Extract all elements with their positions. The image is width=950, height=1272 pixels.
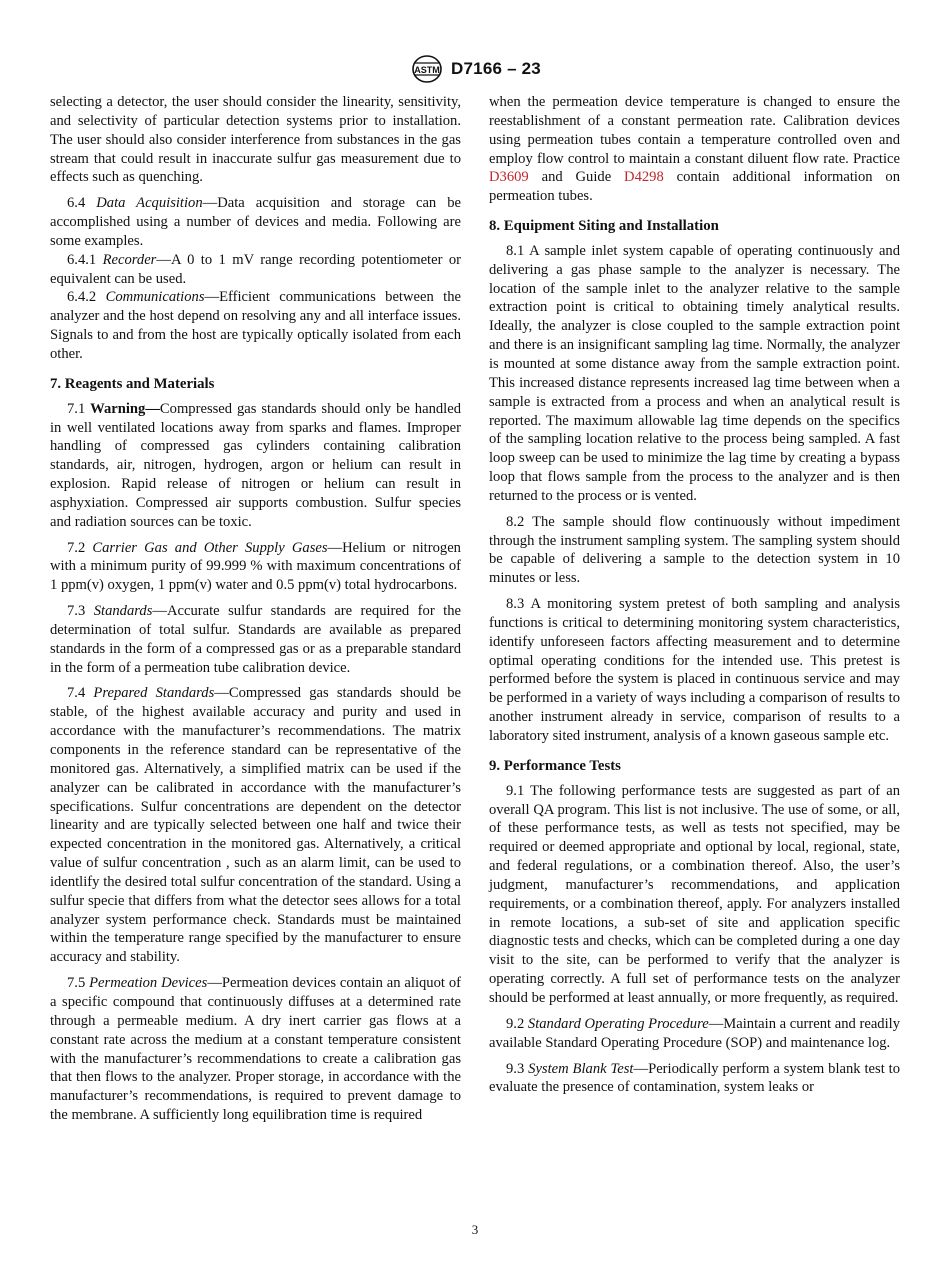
- section-heading-9: 9. Performance Tests: [489, 757, 621, 774]
- section-7-4: 7.4 Prepared Standards—Compressed gas standards should be stable, of the highest available accuracy and purity and used in accordance with the manufacturer’s recommendations. The matrix components in the reference standard can be representative of the monitored gas. Alternatively, a simplified matrix can be used if the analyzer can be calibrated in accordance with the manufacturer’s specifications. Sulfur concentrations are dependent on the detector linearity and are typically selected between one half and twice their expected concentration in the monitored gas. Alternatively, a critical value of sulfur concentration , such as an alarm limit, can be used to identlify the desired total sulfur concentration of the standard. Using a sulfur specie that differs from what the detector sees allows for a total analyzer system performance check. Standards must be maintained within the temperature range specified by the manufacturer to ensure accuracy and stability.: [50, 685, 461, 966]
- link-d3609[interactable]: D3609: [489, 169, 529, 186]
- section-6-4-1: 6.4.1 Recorder—A 0 to 1 mV range recording potentiometer or equivalent can be used.: [50, 251, 461, 287]
- section-heading-7: 7. Reagents and Materials: [50, 375, 215, 392]
- document-id: D7166 – 23: [451, 59, 541, 78]
- paragraph-continuation: selecting a detector, the user should consider the linearity, sensitivity, and selectivity of particular detection systems prior to installation. The user should also consider interference from substances in the gas stream that could result in inaccurate sulfur gas measurement due to effects such as quenching.: [50, 94, 461, 186]
- page-number: 3: [471, 1222, 479, 1237]
- section-heading-8: 8. Equipment Siting and Installation: [489, 218, 719, 235]
- left-column: [50, 93, 461, 1125]
- right-column: [489, 93, 900, 1097]
- section-8-3: 8.3 A monitoring system pretest of both sampling and analysis functions is critical to determining monitoring system characteristics, identify unforeseen factors affecting measurement and to determine optimal operating conditions for the intended use. This pretest is performed before the system is placed in continuous service and may be performed in a variety of ways including a comparison of results to another instrument already in service, comparison of results to a laboratory sited instrument, analysis of a known gaseous sample etc.: [489, 596, 901, 744]
- section-7-2: 7.2 Carrier Gas and Other Supply Gases—Helium or nitrogen with a minimum purity of 99.999 % with maximum concentrations of 1 ppm(v) oxygen, 1 ppm(v) water and 0.5 ppm(v) total hydrocarbons.: [50, 539, 461, 594]
- paragraph-continuation: when the permeation device temperature is changed to ensure the reestablishment of a constant permeation rate. Calibration devices using permeation tubes contain a temperature controlled oven and employ flow control to maintain a constant diluent flow rate. Practice D3609 and Guide D4298 contain additional information on permeation tubes.: [489, 94, 901, 205]
- section-7-5: 7.5 Permeation Devices—Permeation devices contain an aliquot of a specific compound that continuously diffuses at a determined rate through a permeable medium. A dry inert carrier gas flows at a constant rate across the medium at a constant temperature consistent with the manufacturer’s recommendations to create a calibration gas that then flows to the analyzer. Proper storage, in accordance with the manufacturer’s recommendations, is required to prevent damage to the membrane. A sufficiently long equilibration time is required: [50, 975, 461, 1124]
- section-6-4-2: 6.4.2 Communications—Efficient communications between the analyzer and the host depend on resolving any and all interface issues. Signals to and from the host are typically optically isolated from each other.: [50, 289, 461, 362]
- section-9-2: 9.2 Standard Operating Procedure—Maintain a current and readily available Standard Operating Procedure (SOP) and maintenance log.: [489, 1015, 900, 1051]
- link-d4298[interactable]: D4298: [624, 169, 664, 186]
- section-8-1: 8.1 A sample inlet system capable of operating continuously and delivering a gas phase sample to the analyzer is necessary. The location of the sample inlet to the analyzer relative to the sample extraction point is critical to obtaining timely analytical results. Ideally, the analyzer is close coupled to the sample extraction point and there is an insignificant sampling lag time. Normally, the analyzer is mounted at some distance away from the sample extraction point. This increased distance represents increased lag time between when a sample is extracted from a process and when an analytical result is reported. The maximum allowable lag time depends on the specifics of the sampling location relative to the process being sampled. A fast loop sweep can be used to minimize the lag time by creating a bypass loop that flows sample from the process to the analyzer and is then returned to the process or is vented.: [489, 242, 901, 504]
- section-8-2: 8.2 The sample should flow continuously without impediment through the instrument sampling system. The sampling system should be capable of delivering a sample to the detection system in 10 minutes or less.: [489, 513, 900, 587]
- section-6-4: 6.4 Data Acquisition—Data acquisition and storage can be accomplished using a number of devices and media. Following are some examples.: [50, 195, 461, 249]
- section-9-3: 9.3 System Blank Test—Periodically perform a system blank test to evaluate the presence of contamination, system leaks or: [489, 1060, 900, 1096]
- section-7-1: 7.1 Warning—Compressed gas standards should only be handled in well ventilated locations away from sparks and flames. Improper handling of compressed gas cylinders containing calibration standards, air, nitrogen, hydrogen, argon or helium can result in explosion. Rapid release of nitrogen or helium can result in asphyxiation. Compressed air supports combustion. Sulfur species and radiation sources can be toxic.: [50, 400, 461, 530]
- section-9-1: 9.1 The following performance tests are suggested as part of an overall QA program. This list is not inclusive. The use of some, or all, of these performance tests, as well as tests not specified, may be required or deemed appropriate and optional by local, regional, state, and federal regulations, or a combination thereof. Also, the user’s judgment, manufacturer’s recommendations, and application requirements, or a combination thereof, apply. For analyzers installed in remote locations, a sub-set of site and application specific diagnostic tests and checks, which can be completed during a one day visit to the site, can be performed to verify that the analyzer is operating correctly. A full set of performance tests on the analyzer should be performed at least annually, or more frequently, as required.: [489, 782, 900, 1006]
- astm-logo-icon: [409, 54, 445, 84]
- section-7-3: 7.3 Standards—Accurate sulfur standards are required for the determination of total sulfur. Standards are available as prepared standards in the form of a compressed gas or as a preparable standard in the form of a permeation tube calibration device.: [50, 603, 461, 676]
- svg-text:ASTM: ASTM: [414, 65, 440, 75]
- page-header: [0, 54, 950, 89]
